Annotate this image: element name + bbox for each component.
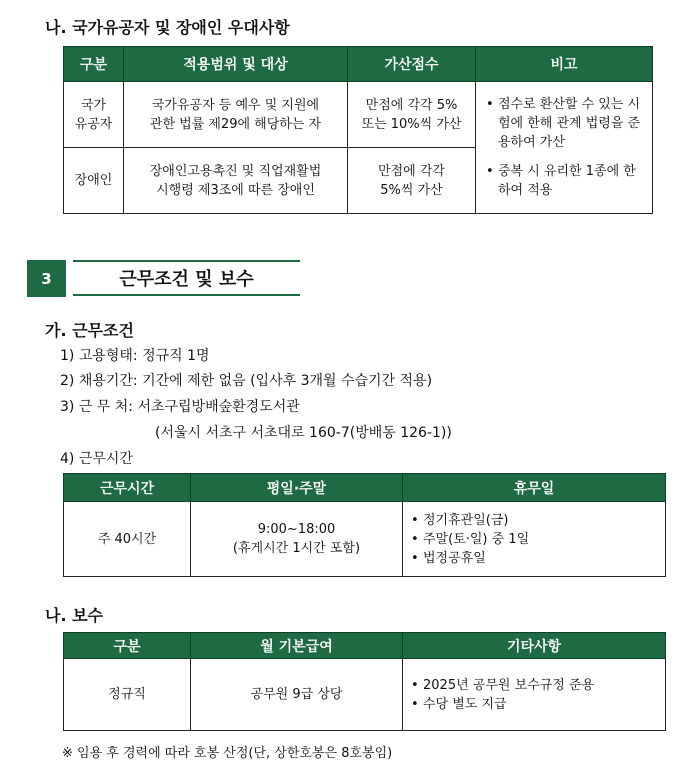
table-row — [64, 502, 666, 577]
section-title: 근무조건 및 보수 — [73, 260, 300, 296]
points-cell — [348, 148, 476, 214]
scope-cell — [124, 148, 348, 214]
category-line: 국가 — [80, 97, 107, 113]
benefits-heading: 나. 국가유공자 및 장애인 우대사항 — [45, 18, 290, 37]
col-header-etc: 기타사항 — [403, 633, 666, 659]
category-cell — [64, 148, 124, 214]
points-line: 5%씩 가산 — [380, 182, 443, 198]
scope-line: 국가유공자 등 예우 및 지원에 — [151, 97, 320, 113]
points-line: 만점에 각각 — [378, 163, 445, 179]
col-header-hours: 근무시간 — [64, 474, 191, 502]
holiday-item: • 정기휴관일(금) — [409, 511, 661, 530]
col-header-holidays: 휴무일 — [403, 474, 666, 502]
holiday-item: • 법정공휴일 — [409, 549, 661, 568]
holidays-cell — [403, 502, 666, 577]
col-header-base: 월 기본급여 — [191, 633, 403, 659]
col-header-remarks: 비고 — [476, 47, 653, 82]
category-line: 유공자 — [74, 116, 113, 132]
remark-item: • 중복 시 유리한 1종에 한하여 적용 — [484, 162, 646, 200]
col-header-type: 구분 — [64, 633, 191, 659]
pay-note: ※ 임용 후 경력에 따라 호봉 산정(단, 상한호봉은 8호봉임) — [62, 746, 393, 761]
points-line: 또는 10%씩 가산 — [361, 116, 462, 132]
points-cell — [348, 82, 476, 148]
category-cell — [64, 82, 124, 148]
table-row — [64, 82, 653, 148]
workplace: 3) 근 무 처: 서초구립방배숲환경도서관 — [60, 399, 300, 415]
time-line: (휴게시간 1시간 포함) — [232, 541, 361, 556]
col-header-points: 가산점수 — [348, 47, 476, 82]
points-line: 만점에 각각 5% — [365, 97, 458, 113]
employment-period: 2) 채용기간: 기간에 제한 없음 (입사후 3개월 수습기간 적용) — [60, 373, 433, 389]
col-header-category: 구분 — [64, 47, 124, 82]
workplace-address: (서울시 서초구 서초대로 160-7(방배동 126-1)) — [155, 425, 452, 441]
time-line: 9:00~18:00 — [257, 522, 336, 537]
type-cell: 정규직 — [64, 659, 191, 731]
scope-line: 장애인고용촉진 및 직업재활법 — [149, 163, 322, 179]
scope-line: 관한 법률 제29에 해당하는 자 — [149, 116, 322, 132]
scope-cell — [124, 82, 348, 148]
employment-type: 1) 고용형태: 정규직 1명 — [60, 348, 210, 364]
pay-heading: 나. 보수 — [45, 606, 104, 625]
etc-cell — [403, 659, 666, 731]
section-number: 3 — [27, 260, 66, 297]
pay-table — [63, 632, 666, 731]
base-cell: 공무원 9급 상당 — [191, 659, 403, 731]
time-cell — [191, 502, 403, 577]
category-line: 장애인 — [74, 173, 113, 188]
benefits-table — [63, 46, 653, 214]
remark-item: • 점수로 환산할 수 있는 시험에 한해 관계 법령을 준용하여 가산 — [484, 95, 646, 152]
etc-item: • 2025년 공무원 보수규정 준용 — [409, 676, 661, 695]
col-header-days: 평일·주말 — [191, 474, 403, 502]
etc-item: • 수당 별도 지급 — [409, 695, 661, 714]
table-row — [64, 659, 666, 731]
work-hours-label: 4) 근무시간 — [60, 451, 133, 467]
scope-line: 시행령 제3조에 따른 장애인 — [156, 182, 315, 198]
holiday-item: • 주말(토·일) 중 1일 — [409, 530, 661, 549]
work-hours-table — [63, 473, 666, 577]
remarks-cell — [476, 82, 653, 214]
hours-cell: 주 40시간 — [64, 502, 191, 577]
col-header-scope: 적용범위 및 대상 — [124, 47, 348, 82]
conditions-heading: 가. 근무조건 — [45, 321, 134, 340]
